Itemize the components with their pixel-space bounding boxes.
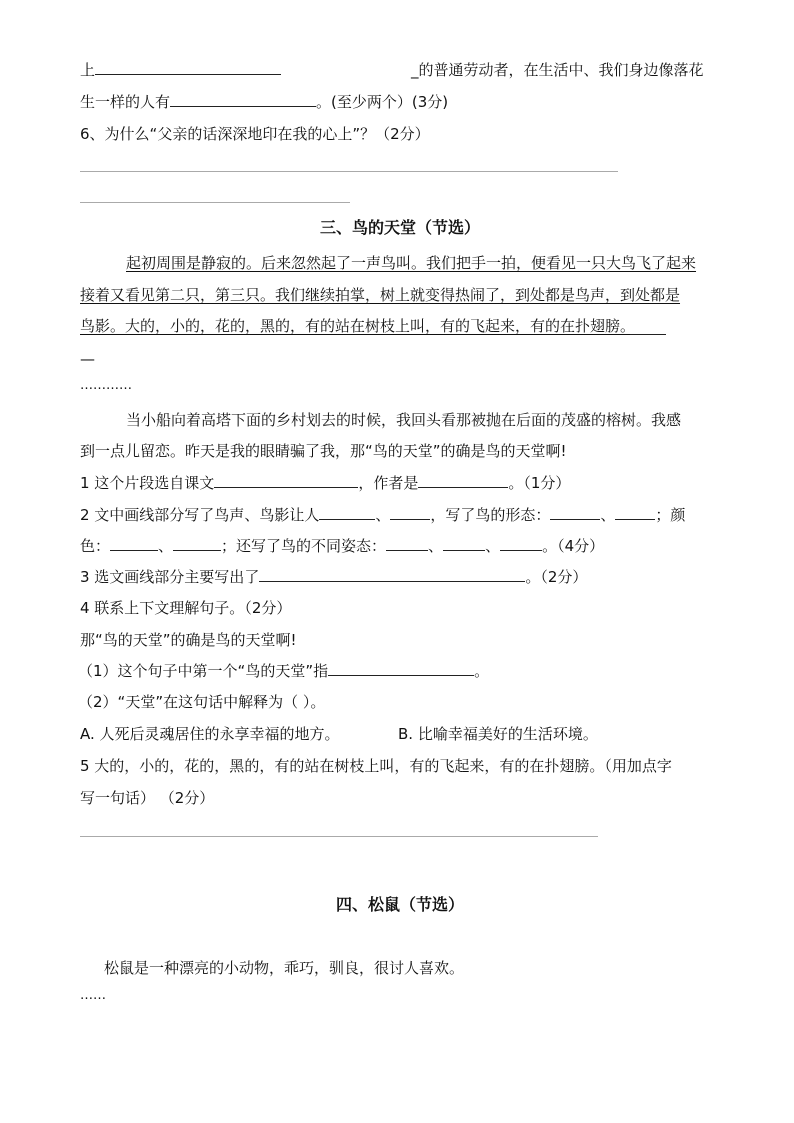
passage-paragraph-2-line-2: 到一点儿留恋。昨天是我的眼睛骗了我，那“鸟的天堂”的确是鸟的天堂啊! <box>80 442 567 460</box>
passage-section-4: 松鼠是一种漂亮的小动物，乖巧，驯良，很讨人喜欢。 <box>104 959 465 977</box>
section-3-title: 三、鸟的天堂（节选） <box>320 218 481 237</box>
dash-mark: — <box>80 350 95 368</box>
question-4-sub-2: （2）“天堂”在这句话中解释为（ ）。 <box>78 693 326 711</box>
question-4-sentence: 那“鸟的天堂”的确是鸟的天堂啊! <box>80 631 297 649</box>
question-4-sub-1: （1）这个句子中第一个“鸟的天堂”指 。 <box>78 662 490 680</box>
question-2-line-1: 2 文中画线部分写了鸟声、鸟影让人 、 ，写了鸟的形态： 、 ；颜 <box>80 506 686 524</box>
passage-underlined-line-2: 接着又看见第二只，第三只。我们继续拍掌，树上就变得热闹了，到处都是鸟声，到处都是 <box>80 286 681 304</box>
underline-extension <box>630 334 666 335</box>
blank-author[interactable] <box>418 473 508 488</box>
question-2-line-2: 色： 、 ；还写了鸟的不同姿态： 、 、 。（4分） <box>80 537 605 555</box>
blank-answer[interactable] <box>110 536 158 551</box>
blank-answer[interactable] <box>170 92 316 107</box>
blank-answer[interactable] <box>500 536 542 551</box>
fill-line-2: 生一样的人有 。(至少两个）(3分) <box>80 93 449 111</box>
ellipsis: ………… <box>80 378 132 393</box>
passage-underlined-line-3: 鸟影。大的，小的，花的，黑的，有的站在树枝上叫，有的飞起来，有的在扑翅膀。 <box>80 317 636 335</box>
question-5-line-1: 5 大的，小的，花的，黑的，有的站在树枝上叫，有的飞起来，有的在扑翅膀。（用加点字 <box>80 757 672 775</box>
ellipsis: …… <box>80 988 106 1003</box>
answer-line[interactable] <box>80 836 598 837</box>
option-a[interactable]: A. 人死后灵魂居住的永享幸福的地方。 <box>80 725 340 743</box>
option-b[interactable]: B. 比喻幸福美好的生活环境。 <box>398 725 598 743</box>
question-6: 6、为什么“父亲的话深深地印在我的心上”？（2分） <box>80 125 430 143</box>
question-1: 1 这个片段选自课文 ，作者是 。（1分） <box>80 474 571 492</box>
passage-paragraph-2-line-1: 当小船向着高塔下面的乡村划去的时候，我回头看那被抛在后面的茂盛的榕树。我感 <box>126 411 682 429</box>
blank-answer[interactable] <box>173 536 221 551</box>
blank-answer[interactable] <box>319 505 375 520</box>
blank-answer[interactable] <box>615 505 655 520</box>
blank-answer[interactable] <box>443 536 485 551</box>
blank-lesson-title[interactable] <box>214 473 358 488</box>
section-4-title: 四、松鼠（节选） <box>336 895 465 914</box>
blank-answer[interactable] <box>390 505 430 520</box>
blank-answer[interactable] <box>386 536 428 551</box>
question-4: 4 联系上下文理解句子。（2分） <box>80 599 292 617</box>
passage-underlined-line-1: 起初周围是静寂的。后来忽然起了一声鸟叫。我们把手一拍，便看见一只大鸟飞了起来 <box>126 254 697 272</box>
fill-line-1: 上 _的普通劳动者，在生活中、我们身边像落花 <box>80 61 704 79</box>
blank-answer[interactable] <box>95 60 281 75</box>
blank-answer[interactable] <box>328 661 474 676</box>
answer-line[interactable] <box>80 202 350 203</box>
blank-answer[interactable] <box>550 505 600 520</box>
answer-line[interactable] <box>80 171 618 172</box>
blank-answer[interactable] <box>259 567 525 582</box>
question-3: 3 选文画线部分主要写出了 。（2分） <box>80 568 588 586</box>
question-5-line-2: 写一句话） （2分） <box>80 789 215 807</box>
